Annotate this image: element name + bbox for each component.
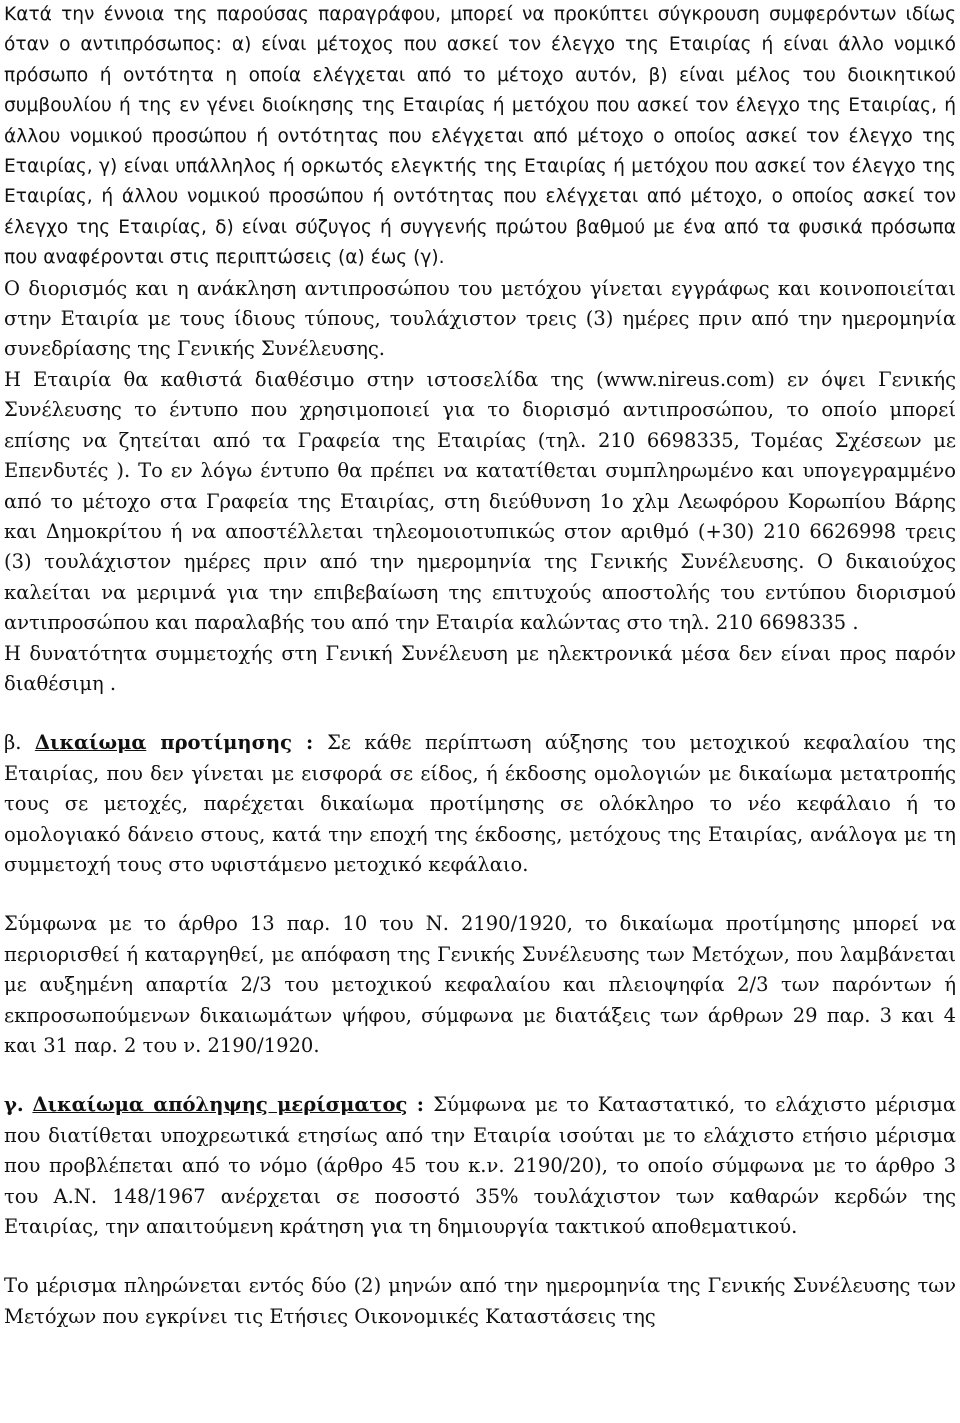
section-b-paragraph-2: Σύμφωνα με το άρθρο 13 παρ. 10 του Ν. 2190/1920, το δικαίωμα προτίμησης μπορεί να περιορισθεί ή καταργηθεί, με απόφαση της Γενικής Συνέλευσης των Μετόχων, που λαμβάνεται με αυξημένη απαρτία 2/3 του μετοχικού κεφαλαίου και πλειοψηφία 2/3 των παρόντων ή εκπροσωπούμενων δικαιωμάτων ψήφου, σύμφωνα με διατάξεις των άρθρων 29 παρ. 3 και 4 και 31 παρ. 2 του ν. 2190/1920. [4, 912, 956, 1057]
document-page [4, 0, 956, 1332]
section-c-paragraph-2: Το μέρισμα πληρώνεται εντός δύο (2) μηνών από την ημερομηνία της Γενικής Συνέλευσης των Μετόχων που εγκρίνει τις Ετήσιες Οικονομικές Καταστάσεις της [4, 1274, 956, 1328]
section-b-title-underlined: Δικαίωμα [34, 731, 147, 755]
section-c-text: Σύμφωνα με το Καταστατικό, το ελάχιστο μέρισμα που διατίθεται υποχρεωτικά ετησίως από την Εταιρία ισούται με το ελάχιστο ετήσιο μέρισμα που προβλέπεται από το νόμο (άρθρο 45 του κ.ν. 2190/20), το οποίο σύμφωνα με το άρθρο 3 του Α.Ν. 148/1967 ανέρχεται σε ποσοστό 35% τουλάχιστον των καθαρών κερδών της Εταιρίας, την απαιτούμενη κράτηση για τη δημιουργία τακτικού αποθεματικού. [4, 1093, 957, 1239]
section-b-title-rest: προτίμησης : [146, 731, 328, 755]
spacer [4, 1061, 956, 1090]
spacer [4, 699, 956, 728]
paragraph-proxy-form: Η Εταιρία θα καθιστά διαθέσιμο στην ιστοσελίδα της (www.nireus.com) εν όψει Γενικής Συνέλευσης το έντυπο που χρησιμοποιεί για το διορισμό αντιπροσώπου, το οποίο μπορεί επίσης να ζητείται από τα Γραφεία της Εταιρίας (τηλ. 210 6698335, Τομέας Σχέσεων με Επενδυτές ). Το εν λόγω έντυπο θα πρέπει να κατατίθεται συμπληρωμένο και υπογεγραμμένο από το μέτοχο στα Γραφεία της Εταιρίας, στη διεύθυνση 1ο χλμ Λεωφόρου Κορωπίου Βάρης και Δημοκρίτου ή να αποστέλλεται τηλεομοιοτυπικώς στον αριθμό (+30) 210 6626998 τρεις (3) τουλάχιστον ημέρες πριν από την ημερομηνία της Γενικής Συνέλευσης. Ο δικαιούχος καλείται να μεριμνά για την επιβεβαίωση της επιτυχούς αποστολής του εντύπου διορισμού αντιπροσώπου και παραλαβής του από την Εταιρία καλώντας στο τηλ. 210 6698335 . [4, 367, 956, 635]
section-c-title: Δικαίωμα απόληψης μερίσματος [32, 1093, 408, 1117]
paragraph-conflict-of-interest: Κατά την έννοια της παρούσας παραγράφου, μπορεί να προκύπτει σύγκρουση συμφερόντων ιδίως όταν ο αντιπρόσωπος: α) είναι μέτοχος που ασκεί τον έλεγχο της Εταιρίας ή είναι άλλο νομικό πρόσωπο ή οντότητα η οποία ελέγχεται από το μέτοχο αυτόν, β) είναι μέλος του διοικητικού συμβουλίου ή της εν γένει διοίκησης της Εταιρίας ή μετόχου που ασκεί τον έλεγχο της Εταιρίας, ή άλλου νομικού προσώπου ή οντότητας που ελέγχεται από μέτοχο ο οποίος ασκεί τον έλεγχο της Εταιρίας, γ) είναι υπάλληλος ή ορκωτός ελεγκτής της Εταιρίας ή μετόχου που ασκεί τον έλεγχο της Εταιρίας, ή άλλου νομικού προσώπου ή οντότητας που ελέγχεται από μέτοχο, ο οποίος ασκεί τον έλεγχο της Εταιρίας, δ) είναι σύζυγος ή συγγενής πρώτου βαθμού με ένα από τα φυσικά πρόσωπα που αναφέρονται στις περιπτώσεις (α) έως (γ). [4, 4, 956, 269]
paragraph-proxy-appointment: Ο διορισμός και η ανάκληση αντιπροσώπου του μετόχου γίνεται εγγράφως και κοινοποιείται στην Εταιρία με τους ίδιους τύπους, τουλάχιστον τρεις (3) ημέρες πριν από την ημερομηνία συνεδρίασης της Γενικής Συνέλευσης. [4, 276, 956, 361]
section-c-paragraph [4, 1090, 956, 1242]
section-b-paragraph [4, 728, 956, 880]
spacer [4, 1242, 956, 1271]
section-c-marker: γ. [4, 1093, 24, 1117]
section-c-colon: : [407, 1093, 434, 1117]
section-b-text: Σε κάθε περίπτωση αύξησης του μετοχικού κεφαλαίου της Εταιρίας, που δεν γίνεται με εισφορά σε είδος, ή έκδοσης ομολογιών με δικαίωμα μετατροπής τους σε μετοχές, παρέχεται δικαίωμα προτίμησης σε ολόκληρο το νέο κεφάλαιο ή το ομολογιακό δάνειο στους, κατά την εποχή της έκδοσης, μετόχους της Εταιρίας, ανάλογα με τη συμμετοχή τους στο υφιστάμενο μετοχικό κεφάλαιο. [4, 731, 956, 876]
spacer [4, 880, 956, 909]
section-b-marker: β. [4, 731, 22, 755]
paragraph-electronic-participation: Η δυνατότητα συμμετοχής στη Γενική Συνέλευση με ηλεκτρονικά μέσα δεν είναι προς παρόν διαθέσιμη . [4, 641, 956, 695]
